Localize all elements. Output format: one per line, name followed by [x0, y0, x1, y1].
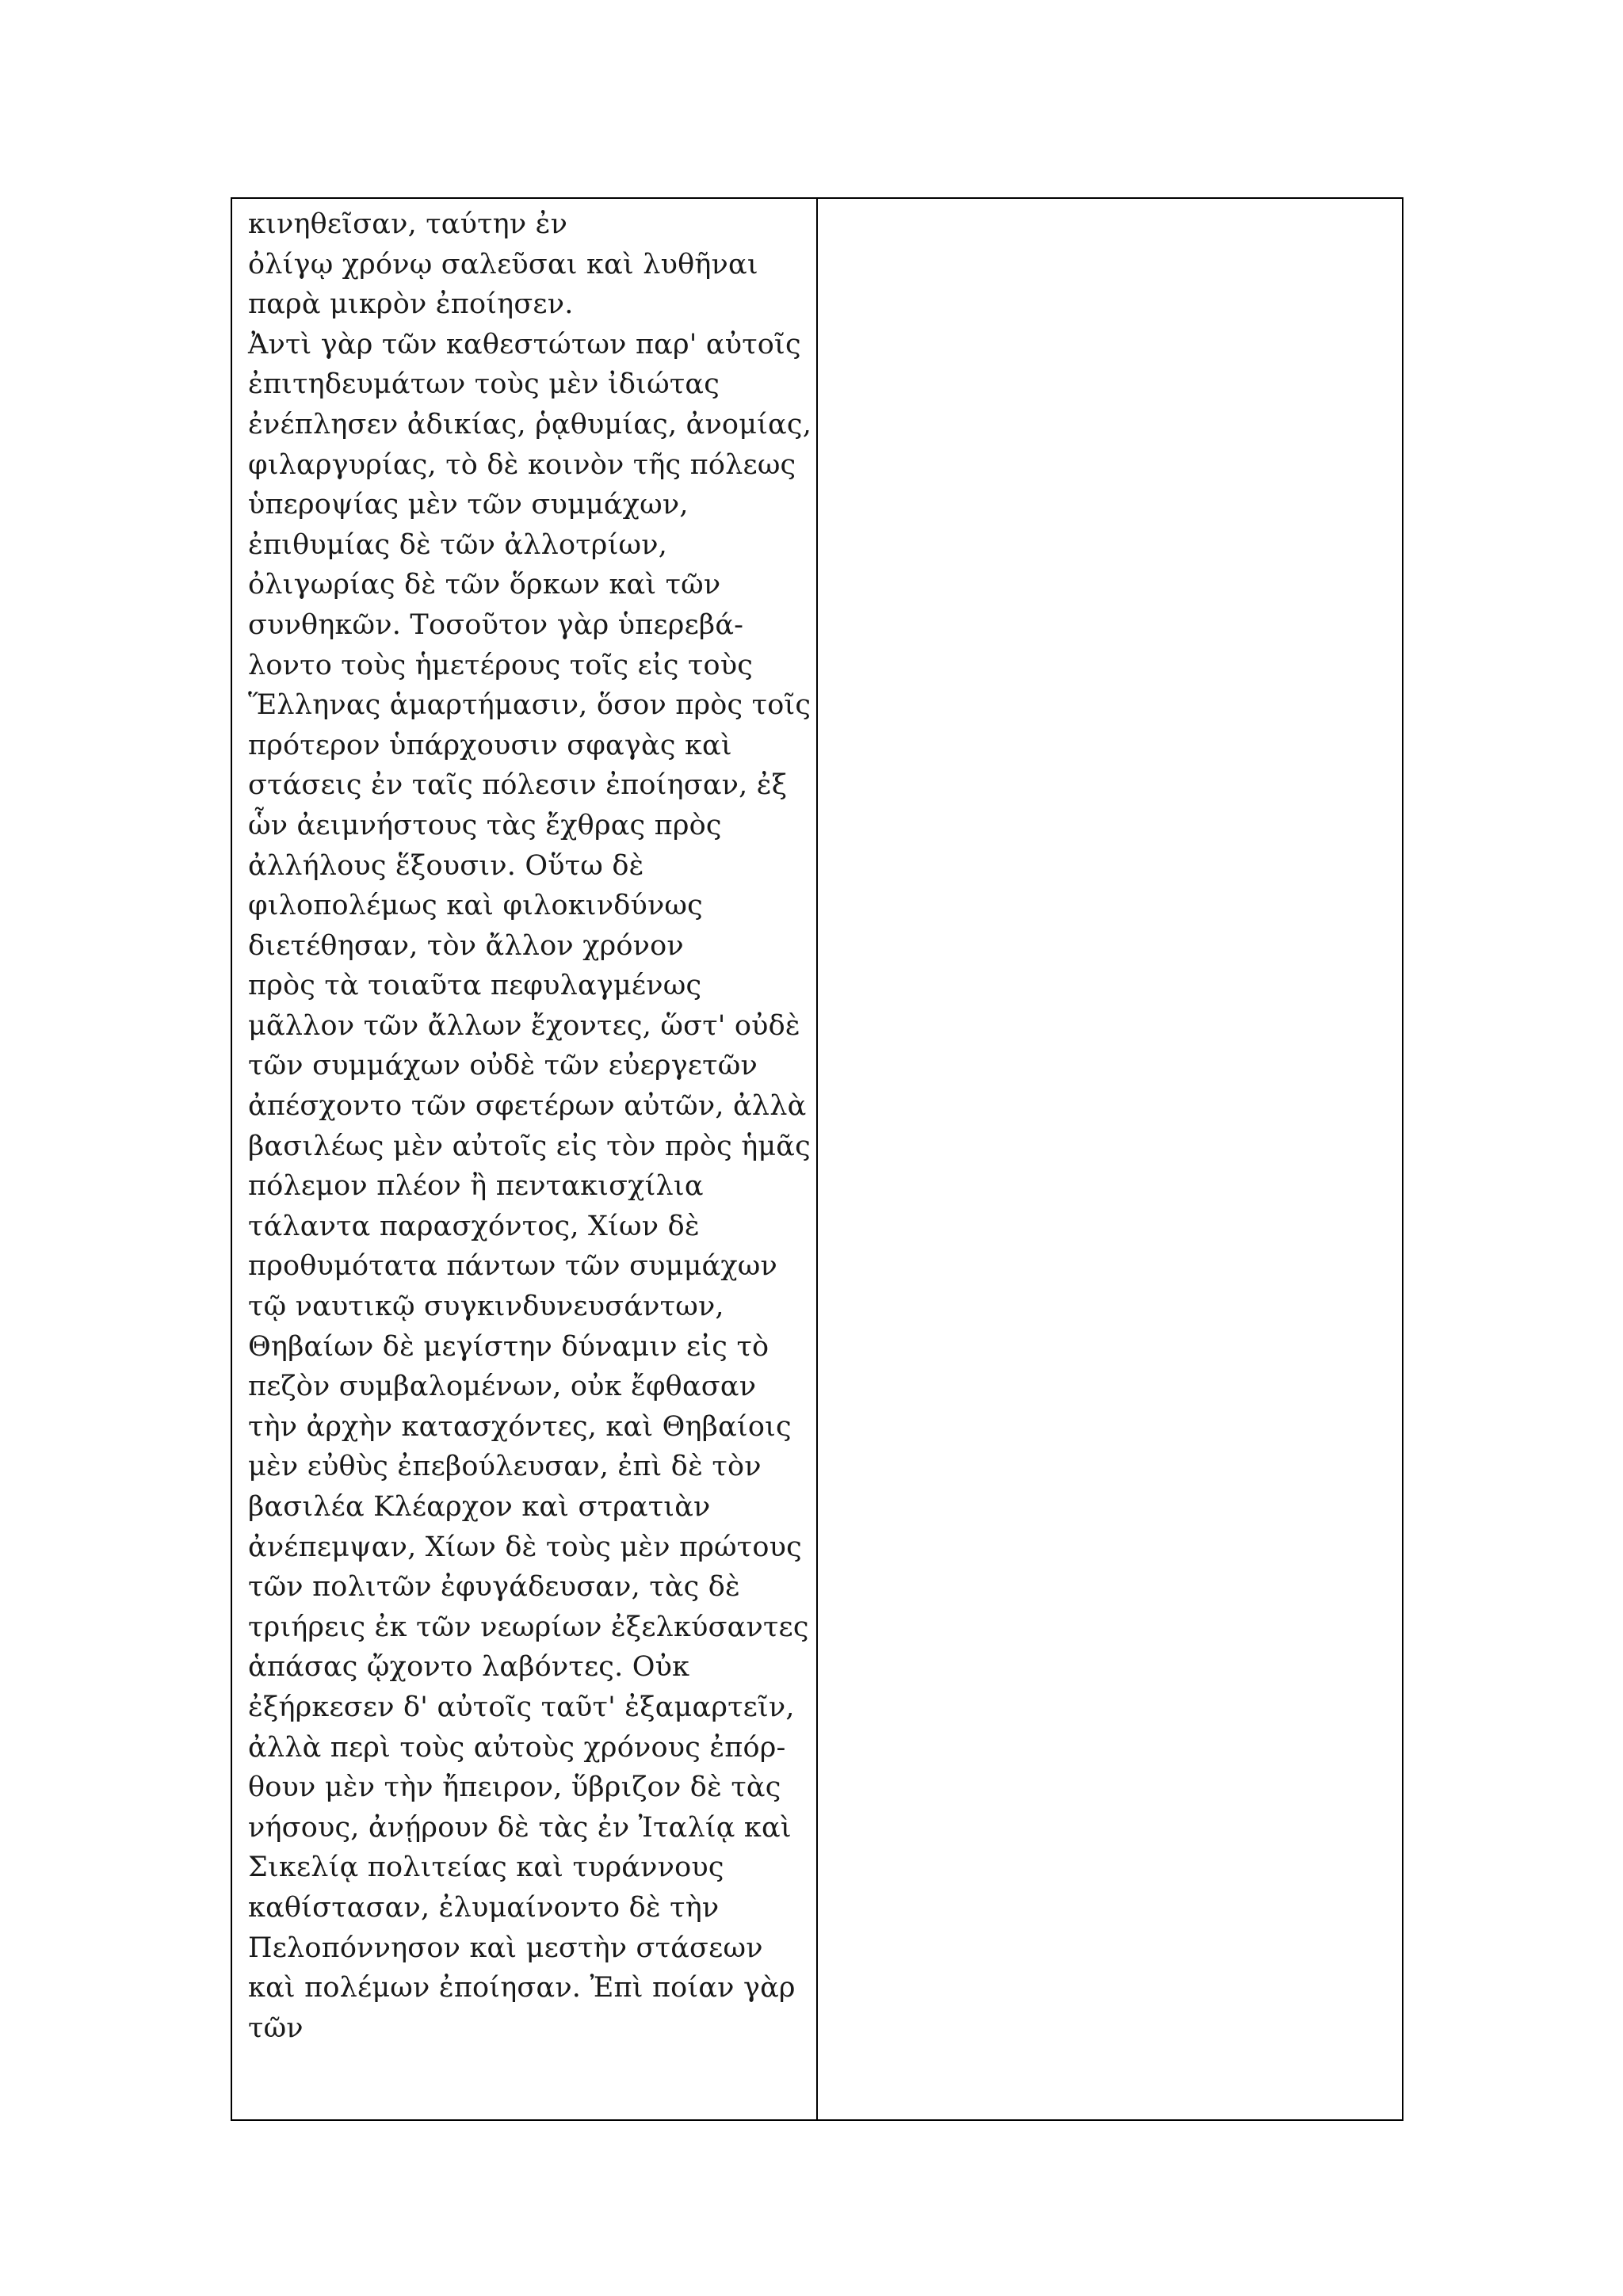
text-line: ὧν ἀειμνήστους τὰς ἔχθρας πρὸς	[248, 809, 722, 841]
text-line: πρότερον ὑπάρχουσιν σφαγὰς καὶ	[248, 729, 732, 761]
text-line: Ἀντὶ γὰρ τῶν καθεστώτων παρ' αὐτοῖς	[248, 328, 801, 360]
text-line: ὑπεροψίας μὲν τῶν συμμάχων,	[248, 489, 689, 521]
text-line: μὲν εὐθὺς ἐπεβούλευσαν, ἐπὶ δὲ τὸν	[248, 1451, 762, 1483]
text-line: τῶν	[248, 2012, 304, 2044]
text-line: τάλαντα παρασχόντος, Χίων δὲ	[248, 1210, 700, 1242]
text-line: θουν μὲν τὴν ἤπειρον, ὕβριζον δὲ τὰς	[248, 1772, 781, 1804]
text-line: κινηθεῖσαν, ταύτην ἐν	[248, 208, 568, 240]
text-line: ἀνέπεμψαν, Χίων δὲ τοὺς μὲν πρώτους	[248, 1531, 802, 1563]
text-line: ἐξήρκεσεν δ' αὐτοῖς ταῦτ' ἐξαμαρτεῖν,	[248, 1691, 795, 1723]
text-line: τῷ ναυτικῷ συγκινδυνευσάντων,	[248, 1291, 724, 1323]
text-table	[231, 197, 1403, 2121]
text-line: παρὰ μικρὸν ἐποίησεν.	[248, 288, 574, 321]
text-line: στάσεις ἐν ταῖς πόλεσιν ἐποίησαν, ἐξ	[248, 769, 788, 802]
text-line: Θηβαίων δὲ μεγίστην δύναμιν εἰς τὸ	[248, 1330, 769, 1363]
text-line: πρὸς τὰ τοιαῦτα πεφυλαγμένως	[248, 970, 702, 1002]
empty-translation-cell	[817, 198, 1403, 2120]
text-line: τριήρεις ἐκ τῶν νεωρίων ἐξελκύσαντες	[248, 1611, 809, 1643]
text-line: συνθηκῶν. Τοσοῦτον γὰρ ὑπερεβά-	[248, 608, 744, 641]
text-line: φιλοπολέμως καὶ φιλοκινδύνως	[248, 890, 703, 922]
text-line: πόλεμον πλέον ἢ πεντακισχίλια	[248, 1170, 704, 1203]
text-line: Ἕλληνας ἁμαρτήμασιν, ὅσον πρὸς τοῖς	[248, 689, 812, 722]
greek-text-block	[232, 199, 816, 2048]
text-line: Σικελίᾳ πολιτείας καὶ τυράννους	[248, 1852, 724, 1884]
text-line: ἁπάσας ᾤχοντο λαβόντες. Οὐκ	[248, 1651, 690, 1684]
text-line: προθυμότατα πάντων τῶν συμμάχων	[248, 1250, 777, 1283]
text-line: ἐπιτηδευμάτων τοὺς μὲν ἰδιώτας	[248, 368, 720, 401]
text-line: βασιλέως μὲν αὐτοῖς εἰς τὸν πρὸς ἡμᾶς	[248, 1130, 811, 1162]
text-line: διετέθησαν, τὸν ἄλλον χρόνον	[248, 929, 684, 962]
text-line: φιλαργυρίας, τὸ δὲ κοινὸν τῆς πόλεως	[248, 448, 796, 481]
text-line: ἀπέσχοντο τῶν σφετέρων αὐτῶν, ἀλλὰ	[248, 1090, 807, 1123]
text-line: νήσους, ἀνῄρουν δὲ τὰς ἐν Ἰταλίᾳ καὶ	[248, 1811, 792, 1844]
table-row	[231, 198, 1403, 2120]
text-line: καθίστασαν, ἐλυμαίνοντο δὲ τὴν	[248, 1891, 720, 1924]
text-line: τῶν πολιτῶν ἐφυγάδευσαν, τὰς δὲ	[248, 1571, 741, 1604]
text-line: ἀλλὰ περὶ τοὺς αὐτοὺς χρόνους ἐπόρ-	[248, 1731, 786, 1764]
text-line: ἐπιθυμίας δὲ τῶν ἀλλοτρίων,	[248, 528, 668, 561]
text-line: ὀλιγωρίας δὲ τῶν ὅρκων καὶ τῶν	[248, 569, 721, 601]
text-line: μᾶλλον τῶν ἄλλων ἔχοντες, ὥστ' οὐδὲ	[248, 1009, 800, 1042]
text-line: ἐνέπλησεν ἀδικίας, ῥᾳθυμίας, ἀνομίας,	[248, 408, 812, 441]
text-line: τὴν ἀρχὴν κατασχόντες, καὶ Θηβαίοις	[248, 1410, 792, 1443]
text-line: βασιλέα Κλέαρχον καὶ στρατιὰν	[248, 1491, 711, 1523]
text-line: ἀλλήλους ἕξουσιν. Οὕτω δὲ	[248, 849, 644, 882]
greek-text-cell	[231, 198, 817, 2120]
text-line: τῶν συμμάχων οὐδὲ τῶν εὐεργετῶν	[248, 1050, 758, 1082]
text-line: Πελοπόννησον καὶ μεστὴν στάσεων	[248, 1932, 763, 1964]
text-line: καὶ πολέμων ἐποίησαν. Ἐπὶ ποίαν γὰρ	[248, 1972, 796, 2004]
text-line: πεζὸν συμβαλομένων, οὐκ ἔφθασαν	[248, 1371, 757, 1403]
text-line: ὀλίγῳ χρόνῳ σαλεῦσαι καὶ λυθῆναι	[248, 248, 758, 280]
text-line: λοντο τοὺς ἡμετέρους τοῖς εἰς τοὺς	[248, 649, 754, 681]
